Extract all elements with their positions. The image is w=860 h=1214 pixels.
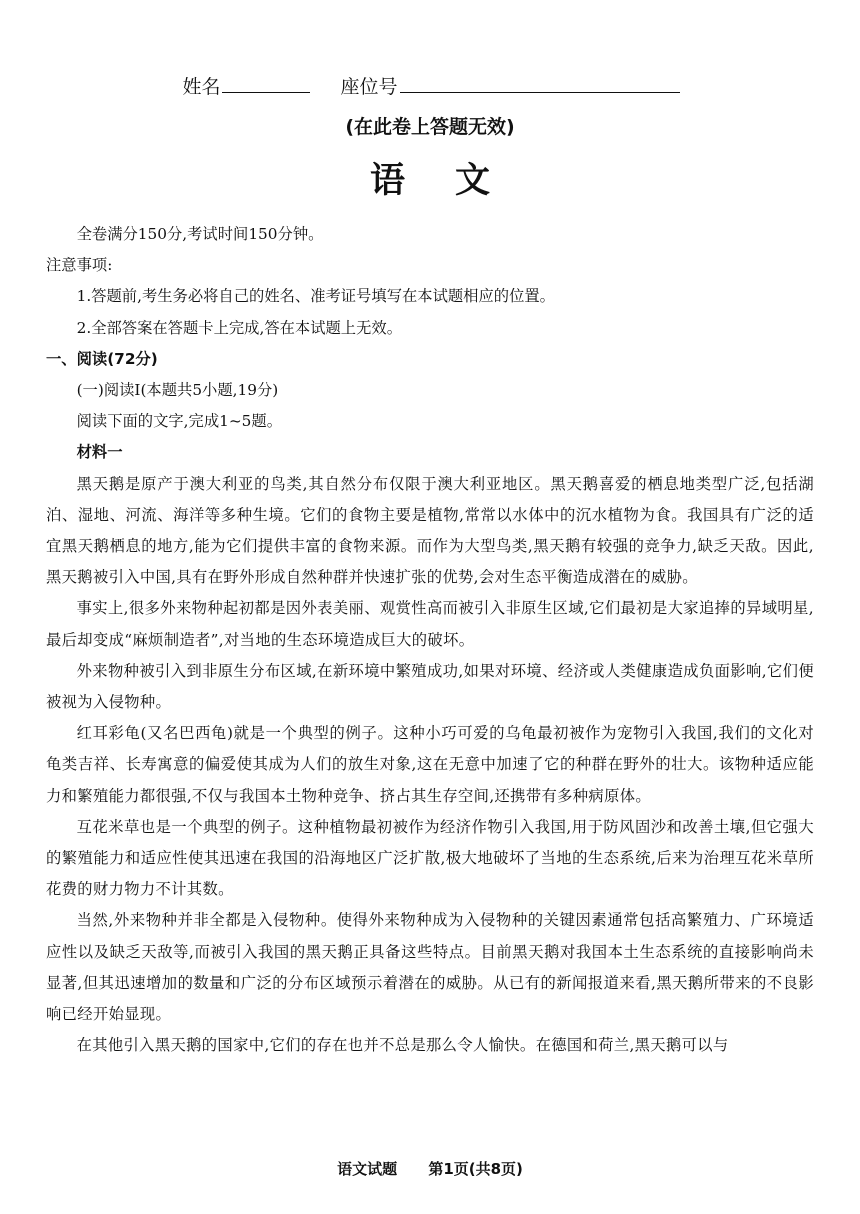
passage-paragraph: 红耳彩龟(又名巴西龟)就是一个典型的例子。这种小巧可爱的乌龟最初被作为宠物引入我国,我们的文化对龟类吉祥、长寿寓意的偏爱使其成为人们的放生对象,这在无意中加速了它的种群在野外的壮大。该物种适应能力和繁殖能力都很强,不仅与我国本土物种竞争、挤占其生存空间,还携带有多种病原体。 [46, 724, 814, 805]
page-title: 语文 [369, 160, 540, 201]
footer-subject: 语文试题 [337, 1160, 398, 1178]
seat-blank [400, 74, 680, 93]
exam-content [46, 219, 814, 1061]
passage-paragraph: 互花米草也是一个典型的例子。这种植物最初被作为经济作物引入我国,用于防风固沙和改善土壤,但它强大的繁殖能力和适应性使其迅速在我国的沿海地区广泛扩散,极大地破坏了当地的生态系统,后来为治理互花米草所花费的财力物力不计其数。 [46, 817, 814, 899]
passage-paragraph: 事实上,很多外来物种起初都是因外表美丽、观赏性高而被引入非原生区域,它们最初是大家追捧的异域明星,最后却变成“麻烦制造者”,对当地的生态环境造成巨大的破坏。 [46, 599, 814, 649]
attention-label: 注意事项: [46, 256, 113, 275]
name-blank [222, 74, 310, 93]
rule-item: 2.全部答案在答题卡上完成,答在本试题上无效。 [76, 318, 402, 337]
passage-paragraph: 在其他引入黑天鹅的国家中,它们的存在也并不总是那么令人愉快。在德国和荷兰,黑天鹅可以与 [76, 1036, 729, 1055]
passage-paragraph: 当然,外来物种并非全都是入侵物种。使得外来物种成为入侵物种的关键因素通常包括高繁殖力、广环境适应性以及缺乏天敌等,而被引入我国的黑天鹅正具备这些特点。目前黑天鹅对我国本土生态系统的直接影响尚未显著,但其迅速增加的数量和广泛的分布区域预示着潜在的威胁。从已有的新闻报道来看,黑天鹅所带来的不良影响已经开始显现。 [46, 911, 814, 1024]
material-label: 材料一 [76, 443, 123, 462]
passage-paragraph: 黑天鹅是原产于澳大利亚的鸟类,其自然分布仅限于澳大利亚地区。黑天鹅喜爱的栖息地类型广泛,包括湖泊、湿地、河流、海洋等多种生境。它们的食物主要是植物,常常以水体中的沉水植物为食。我国具有广泛的适宜黑天鹅栖息的地方,能为它们提供丰富的食物来源。而作为大型鸟类,黑天鹅有较强的竞争力,缺乏天敌。因此,黑天鹅被引入中国,具有在野外形成自然种群并快速扩张的优势,会对生态平衡造成潜在的威胁。 [46, 474, 814, 587]
score-time-line: 全卷满分150分,考试时间150分钟。 [76, 225, 324, 243]
passage-paragraph: 外来物种被引入到非原生分布区域,在新环境中繁殖成功,如果对环境、经济或人类健康造成负面影响,它们便被视为入侵物种。 [46, 661, 814, 712]
seat-label: 座位号 [340, 76, 398, 98]
rule-item: 1.答题前,考生务必将自己的姓名、准考证号填写在本试题相应的位置。 [76, 287, 555, 306]
page-footer [0, 1158, 860, 1179]
invalid-answer-notice: (在此卷上答题无效) [345, 116, 515, 138]
sub-section-heading: (一)阅读Ⅰ(本题共5小题,19分) [76, 381, 279, 400]
instruction-line: 阅读下面的文字,完成1~5题。 [76, 412, 283, 431]
footer-page-number: 第1页(共8页) [428, 1160, 523, 1178]
section-heading: 一、阅读(72分) [46, 349, 158, 368]
name-label: 姓名 [182, 76, 221, 98]
candidate-info-line [0, 74, 860, 100]
